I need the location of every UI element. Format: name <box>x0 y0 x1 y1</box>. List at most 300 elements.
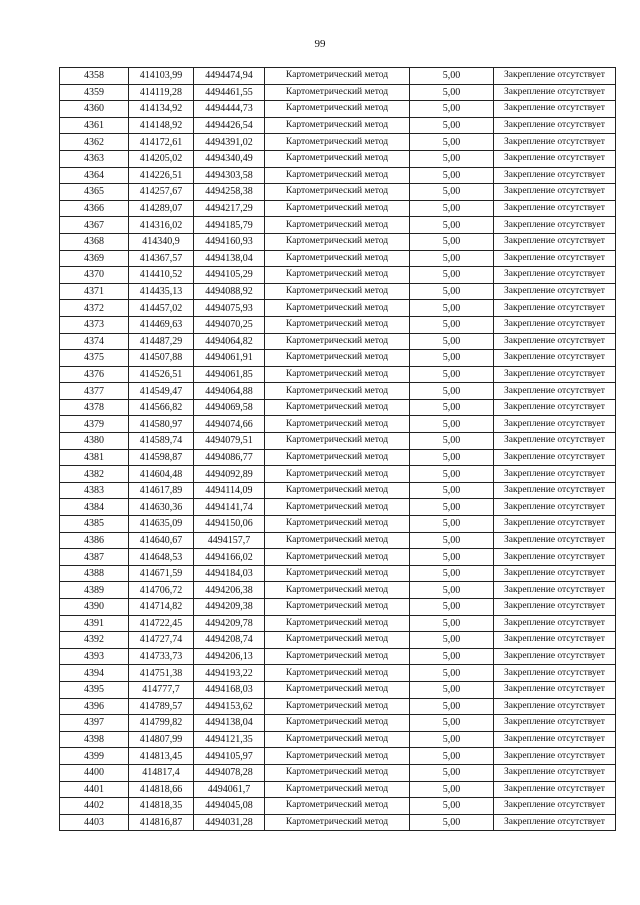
table-row <box>60 316 616 333</box>
cell-y: 4494160,93 <box>194 233 265 250</box>
cell-method: Картометрический метод <box>265 764 410 781</box>
cell-point-number: 4383 <box>60 482 129 499</box>
cell-accuracy: 5,00 <box>410 731 494 748</box>
cell-x: 414257,67 <box>129 184 194 201</box>
table-row <box>60 698 616 715</box>
cell-accuracy: 5,00 <box>410 433 494 450</box>
cell-fix: Закрепление отсутствует <box>494 715 616 732</box>
cell-accuracy: 5,00 <box>410 482 494 499</box>
cell-method: Картометрический метод <box>265 68 410 85</box>
cell-y: 4494168,03 <box>194 681 265 698</box>
cell-y: 4494079,51 <box>194 433 265 450</box>
cell-fix: Закрепление отсутствует <box>494 781 616 798</box>
cell-y: 4494088,92 <box>194 283 265 300</box>
table-row <box>60 101 616 118</box>
table-row <box>60 648 616 665</box>
cell-fix: Закрепление отсутствует <box>494 681 616 698</box>
cell-method: Картометрический метод <box>265 781 410 798</box>
table-row <box>60 117 616 134</box>
cell-accuracy: 5,00 <box>410 217 494 234</box>
table-row <box>60 516 616 533</box>
cell-point-number: 4373 <box>60 316 129 333</box>
table-row <box>60 300 616 317</box>
cell-accuracy: 5,00 <box>410 399 494 416</box>
cell-accuracy: 5,00 <box>410 681 494 698</box>
cell-method: Картометрический метод <box>265 516 410 533</box>
cell-x: 414813,45 <box>129 748 194 765</box>
table-row <box>60 416 616 433</box>
cell-x: 414435,13 <box>129 283 194 300</box>
cell-x: 414340,9 <box>129 233 194 250</box>
cell-fix: Закрепление отсутствует <box>494 217 616 234</box>
table-body <box>60 68 616 831</box>
table-row <box>60 764 616 781</box>
cell-x: 414818,66 <box>129 781 194 798</box>
cell-point-number: 4358 <box>60 68 129 85</box>
cell-accuracy: 5,00 <box>410 781 494 798</box>
cell-x: 414469,63 <box>129 316 194 333</box>
cell-fix: Закрепление отсутствует <box>494 416 616 433</box>
cell-fix: Закрепление отсутствует <box>494 814 616 831</box>
cell-y: 4494045,08 <box>194 798 265 815</box>
table-row <box>60 184 616 201</box>
cell-accuracy: 5,00 <box>410 350 494 367</box>
table-row <box>60 632 616 649</box>
cell-x: 414751,38 <box>129 665 194 682</box>
cell-accuracy: 5,00 <box>410 283 494 300</box>
cell-y: 4494078,28 <box>194 764 265 781</box>
cell-fix: Закрепление отсутствует <box>494 665 616 682</box>
cell-y: 4494074,66 <box>194 416 265 433</box>
cell-fix: Закрепление отсутствует <box>494 200 616 217</box>
cell-method: Картометрический метод <box>265 615 410 632</box>
cell-method: Картометрический метод <box>265 466 410 483</box>
cell-x: 414103,99 <box>129 68 194 85</box>
cell-method: Картометрический метод <box>265 814 410 831</box>
cell-y: 4494150,06 <box>194 516 265 533</box>
cell-y: 4494069,58 <box>194 399 265 416</box>
table-row <box>60 366 616 383</box>
cell-accuracy: 5,00 <box>410 267 494 284</box>
cell-method: Картометрический метод <box>265 167 410 184</box>
page-number: 99 <box>314 38 326 50</box>
table-row <box>60 532 616 549</box>
cell-y: 4494184,03 <box>194 565 265 582</box>
cell-x: 414410,52 <box>129 267 194 284</box>
cell-accuracy: 5,00 <box>410 416 494 433</box>
cell-method: Картометрический метод <box>265 748 410 765</box>
cell-x: 414549,47 <box>129 383 194 400</box>
cell-point-number: 4369 <box>60 250 129 267</box>
cell-accuracy: 5,00 <box>410 200 494 217</box>
table-row <box>60 731 616 748</box>
cell-point-number: 4374 <box>60 333 129 350</box>
cell-method: Картометрический метод <box>265 731 410 748</box>
cell-method: Картометрический метод <box>265 648 410 665</box>
cell-accuracy: 5,00 <box>410 798 494 815</box>
cell-x: 414777,7 <box>129 681 194 698</box>
cell-point-number: 4364 <box>60 167 129 184</box>
table-row <box>60 283 616 300</box>
cell-point-number: 4380 <box>60 433 129 450</box>
cell-x: 414457,02 <box>129 300 194 317</box>
cell-method: Картометрический метод <box>265 350 410 367</box>
table-row <box>60 665 616 682</box>
cell-x: 414119,28 <box>129 84 194 101</box>
cell-point-number: 4371 <box>60 283 129 300</box>
cell-point-number: 4382 <box>60 466 129 483</box>
table-row <box>60 549 616 566</box>
cell-method: Картометрический метод <box>265 482 410 499</box>
cell-point-number: 4378 <box>60 399 129 416</box>
cell-point-number: 4377 <box>60 383 129 400</box>
cell-y: 4494105,29 <box>194 267 265 284</box>
table-row <box>60 167 616 184</box>
cell-method: Картометрический метод <box>265 366 410 383</box>
cell-accuracy: 5,00 <box>410 466 494 483</box>
cell-y: 4494070,25 <box>194 316 265 333</box>
cell-x: 414598,87 <box>129 449 194 466</box>
cell-fix: Закрепление отсутствует <box>494 549 616 566</box>
cell-fix: Закрепление отсутствует <box>494 316 616 333</box>
cell-y: 4494166,02 <box>194 549 265 566</box>
cell-method: Картометрический метод <box>265 316 410 333</box>
cell-y: 4494061,91 <box>194 350 265 367</box>
table-row <box>60 582 616 599</box>
cell-x: 414640,67 <box>129 532 194 549</box>
cell-y: 4494426,54 <box>194 117 265 134</box>
cell-fix: Закрепление отсутствует <box>494 482 616 499</box>
cell-method: Картометрический метод <box>265 134 410 151</box>
cell-x: 414226,51 <box>129 167 194 184</box>
cell-method: Картометрический метод <box>265 184 410 201</box>
cell-x: 414630,36 <box>129 499 194 516</box>
cell-point-number: 4401 <box>60 781 129 798</box>
cell-y: 4494086,77 <box>194 449 265 466</box>
table-row <box>60 798 616 815</box>
cell-point-number: 4392 <box>60 632 129 649</box>
cell-point-number: 4381 <box>60 449 129 466</box>
cell-accuracy: 5,00 <box>410 383 494 400</box>
cell-x: 414487,29 <box>129 333 194 350</box>
table-row <box>60 250 616 267</box>
table-row <box>60 814 616 831</box>
cell-accuracy: 5,00 <box>410 814 494 831</box>
cell-x: 414817,4 <box>129 764 194 781</box>
cell-fix: Закрепление отсутствует <box>494 150 616 167</box>
cell-accuracy: 5,00 <box>410 582 494 599</box>
cell-point-number: 4375 <box>60 350 129 367</box>
cell-accuracy: 5,00 <box>410 333 494 350</box>
cell-accuracy: 5,00 <box>410 532 494 549</box>
cell-fix: Закрепление отсутствует <box>494 250 616 267</box>
cell-method: Картометрический метод <box>265 715 410 732</box>
cell-point-number: 4400 <box>60 764 129 781</box>
cell-accuracy: 5,00 <box>410 748 494 765</box>
cell-point-number: 4398 <box>60 731 129 748</box>
cell-point-number: 4384 <box>60 499 129 516</box>
cell-method: Картометрический метод <box>265 499 410 516</box>
cell-x: 414807,99 <box>129 731 194 748</box>
cell-method: Картометрический метод <box>265 283 410 300</box>
cell-accuracy: 5,00 <box>410 632 494 649</box>
cell-fix: Закрепление отсутствует <box>494 101 616 118</box>
cell-accuracy: 5,00 <box>410 150 494 167</box>
cell-point-number: 4403 <box>60 814 129 831</box>
cell-y: 4494474,94 <box>194 68 265 85</box>
cell-point-number: 4376 <box>60 366 129 383</box>
cell-y: 4494209,78 <box>194 615 265 632</box>
cell-fix: Закрепление отсутствует <box>494 599 616 616</box>
cell-accuracy: 5,00 <box>410 599 494 616</box>
cell-point-number: 4386 <box>60 532 129 549</box>
cell-method: Картометрический метод <box>265 549 410 566</box>
cell-y: 4494206,13 <box>194 648 265 665</box>
cell-accuracy: 5,00 <box>410 665 494 682</box>
cell-fix: Закрепление отсутствует <box>494 366 616 383</box>
cell-point-number: 4390 <box>60 599 129 616</box>
cell-method: Картометрический метод <box>265 599 410 616</box>
cell-y: 4494209,38 <box>194 599 265 616</box>
cell-x: 414714,82 <box>129 599 194 616</box>
cell-accuracy: 5,00 <box>410 167 494 184</box>
cell-method: Картометрический метод <box>265 399 410 416</box>
cell-y: 4494217,29 <box>194 200 265 217</box>
cell-accuracy: 5,00 <box>410 84 494 101</box>
cell-accuracy: 5,00 <box>410 516 494 533</box>
cell-point-number: 4370 <box>60 267 129 284</box>
cell-fix: Закрепление отсутствует <box>494 383 616 400</box>
cell-x: 414526,51 <box>129 366 194 383</box>
cell-y: 4494391,02 <box>194 134 265 151</box>
cell-method: Картометрический метод <box>265 84 410 101</box>
cell-fix: Закрепление отсутствует <box>494 632 616 649</box>
coordinates-table <box>59 67 616 831</box>
cell-point-number: 4402 <box>60 798 129 815</box>
cell-point-number: 4362 <box>60 134 129 151</box>
cell-x: 414635,09 <box>129 516 194 533</box>
cell-accuracy: 5,00 <box>410 101 494 118</box>
cell-fix: Закрепление отсутствует <box>494 333 616 350</box>
cell-x: 414648,53 <box>129 549 194 566</box>
cell-accuracy: 5,00 <box>410 764 494 781</box>
cell-accuracy: 5,00 <box>410 698 494 715</box>
cell-y: 4494185,79 <box>194 217 265 234</box>
cell-y: 4494141,74 <box>194 499 265 516</box>
cell-x: 414367,57 <box>129 250 194 267</box>
cell-fix: Закрепление отсутствует <box>494 565 616 582</box>
cell-fix: Закрепление отсутствует <box>494 516 616 533</box>
cell-point-number: 4396 <box>60 698 129 715</box>
cell-point-number: 4372 <box>60 300 129 317</box>
cell-fix: Закрепление отсутствует <box>494 399 616 416</box>
cell-point-number: 4368 <box>60 233 129 250</box>
cell-method: Картометрический метод <box>265 632 410 649</box>
cell-accuracy: 5,00 <box>410 68 494 85</box>
cell-point-number: 4388 <box>60 565 129 582</box>
cell-point-number: 4385 <box>60 516 129 533</box>
cell-method: Картометрический метод <box>265 117 410 134</box>
cell-fix: Закрепление отсутствует <box>494 731 616 748</box>
cell-accuracy: 5,00 <box>410 316 494 333</box>
cell-accuracy: 5,00 <box>410 499 494 516</box>
cell-method: Картометрический метод <box>265 416 410 433</box>
cell-point-number: 4394 <box>60 665 129 682</box>
cell-y: 4494105,97 <box>194 748 265 765</box>
cell-fix: Закрепление отсутствует <box>494 615 616 632</box>
cell-method: Картометрический метод <box>265 217 410 234</box>
cell-y: 4494121,35 <box>194 731 265 748</box>
cell-x: 414816,87 <box>129 814 194 831</box>
cell-fix: Закрепление отсутствует <box>494 582 616 599</box>
cell-fix: Закрепление отсутствует <box>494 698 616 715</box>
cell-x: 414727,74 <box>129 632 194 649</box>
cell-x: 414172,61 <box>129 134 194 151</box>
table-row <box>60 715 616 732</box>
cell-fix: Закрепление отсутствует <box>494 117 616 134</box>
cell-point-number: 4367 <box>60 217 129 234</box>
cell-x: 414148,92 <box>129 117 194 134</box>
cell-fix: Закрепление отсутствует <box>494 233 616 250</box>
table-row <box>60 84 616 101</box>
cell-fix: Закрепление отсутствует <box>494 68 616 85</box>
table-row <box>60 150 616 167</box>
cell-fix: Закрепление отсутствует <box>494 267 616 284</box>
cell-fix: Закрепление отсутствует <box>494 748 616 765</box>
cell-accuracy: 5,00 <box>410 549 494 566</box>
cell-fix: Закрепление отсутствует <box>494 764 616 781</box>
cell-method: Картометрический метод <box>265 449 410 466</box>
cell-method: Картометрический метод <box>265 433 410 450</box>
cell-y: 4494193,22 <box>194 665 265 682</box>
cell-fix: Закрепление отсутствует <box>494 499 616 516</box>
cell-method: Картометрический метод <box>265 532 410 549</box>
cell-x: 414799,82 <box>129 715 194 732</box>
cell-y: 4494208,74 <box>194 632 265 649</box>
cell-y: 4494114,09 <box>194 482 265 499</box>
cell-accuracy: 5,00 <box>410 615 494 632</box>
table-row <box>60 482 616 499</box>
cell-point-number: 4361 <box>60 117 129 134</box>
table-row <box>60 615 616 632</box>
cell-point-number: 4379 <box>60 416 129 433</box>
cell-x: 414706,72 <box>129 582 194 599</box>
cell-accuracy: 5,00 <box>410 117 494 134</box>
cell-x: 414671,59 <box>129 565 194 582</box>
cell-y: 4494206,38 <box>194 582 265 599</box>
cell-point-number: 4365 <box>60 184 129 201</box>
table-row <box>60 466 616 483</box>
cell-method: Картометрический метод <box>265 267 410 284</box>
cell-y: 4494064,82 <box>194 333 265 350</box>
cell-fix: Закрепление отсутствует <box>494 84 616 101</box>
cell-point-number: 4391 <box>60 615 129 632</box>
cell-y: 4494138,04 <box>194 250 265 267</box>
cell-point-number: 4397 <box>60 715 129 732</box>
cell-method: Картометрический метод <box>265 250 410 267</box>
cell-fix: Закрепление отсутствует <box>494 449 616 466</box>
cell-point-number: 4393 <box>60 648 129 665</box>
cell-method: Картометрический метод <box>265 233 410 250</box>
table-row <box>60 233 616 250</box>
cell-x: 414316,02 <box>129 217 194 234</box>
table-row <box>60 781 616 798</box>
cell-method: Картометрический метод <box>265 582 410 599</box>
cell-method: Картометрический метод <box>265 383 410 400</box>
cell-accuracy: 5,00 <box>410 565 494 582</box>
table-row <box>60 333 616 350</box>
cell-method: Картометрический метод <box>265 200 410 217</box>
cell-point-number: 4366 <box>60 200 129 217</box>
table-row <box>60 565 616 582</box>
cell-point-number: 4363 <box>60 150 129 167</box>
cell-y: 4494258,38 <box>194 184 265 201</box>
table-row <box>60 267 616 284</box>
cell-x: 414722,45 <box>129 615 194 632</box>
cell-x: 414289,07 <box>129 200 194 217</box>
cell-accuracy: 5,00 <box>410 648 494 665</box>
cell-accuracy: 5,00 <box>410 449 494 466</box>
cell-fix: Закрепление отсутствует <box>494 300 616 317</box>
cell-x: 414818,35 <box>129 798 194 815</box>
cell-method: Картометрический метод <box>265 150 410 167</box>
cell-accuracy: 5,00 <box>410 366 494 383</box>
cell-point-number: 4395 <box>60 681 129 698</box>
cell-x: 414789,57 <box>129 698 194 715</box>
cell-fix: Закрепление отсутствует <box>494 798 616 815</box>
cell-x: 414589,74 <box>129 433 194 450</box>
cell-point-number: 4389 <box>60 582 129 599</box>
cell-method: Картометрический метод <box>265 101 410 118</box>
table-row <box>60 499 616 516</box>
cell-y: 4494157,7 <box>194 532 265 549</box>
cell-y: 4494061,7 <box>194 781 265 798</box>
cell-x: 414134,92 <box>129 101 194 118</box>
table-row <box>60 748 616 765</box>
table-row <box>60 200 616 217</box>
cell-x: 414604,48 <box>129 466 194 483</box>
cell-fix: Закрепление отсутствует <box>494 433 616 450</box>
table-row <box>60 350 616 367</box>
table-row <box>60 383 616 400</box>
cell-method: Картометрический метод <box>265 300 410 317</box>
cell-method: Картометрический метод <box>265 798 410 815</box>
cell-accuracy: 5,00 <box>410 300 494 317</box>
cell-x: 414733,73 <box>129 648 194 665</box>
cell-x: 414566,82 <box>129 399 194 416</box>
cell-x: 414580,97 <box>129 416 194 433</box>
cell-point-number: 4359 <box>60 84 129 101</box>
table-row <box>60 217 616 234</box>
table-row <box>60 449 616 466</box>
cell-y: 4494064,88 <box>194 383 265 400</box>
cell-fix: Закрепление отсутствует <box>494 167 616 184</box>
cell-y: 4494340,49 <box>194 150 265 167</box>
cell-point-number: 4360 <box>60 101 129 118</box>
cell-y: 4494138,04 <box>194 715 265 732</box>
cell-y: 4494031,28 <box>194 814 265 831</box>
cell-point-number: 4387 <box>60 549 129 566</box>
cell-method: Картометрический метод <box>265 698 410 715</box>
cell-y: 4494461,55 <box>194 84 265 101</box>
cell-y: 4494303,58 <box>194 167 265 184</box>
cell-x: 414205,02 <box>129 150 194 167</box>
cell-method: Картометрический метод <box>265 333 410 350</box>
cell-accuracy: 5,00 <box>410 134 494 151</box>
table-row <box>60 599 616 616</box>
cell-accuracy: 5,00 <box>410 250 494 267</box>
cell-fix: Закрепление отсутствует <box>494 350 616 367</box>
